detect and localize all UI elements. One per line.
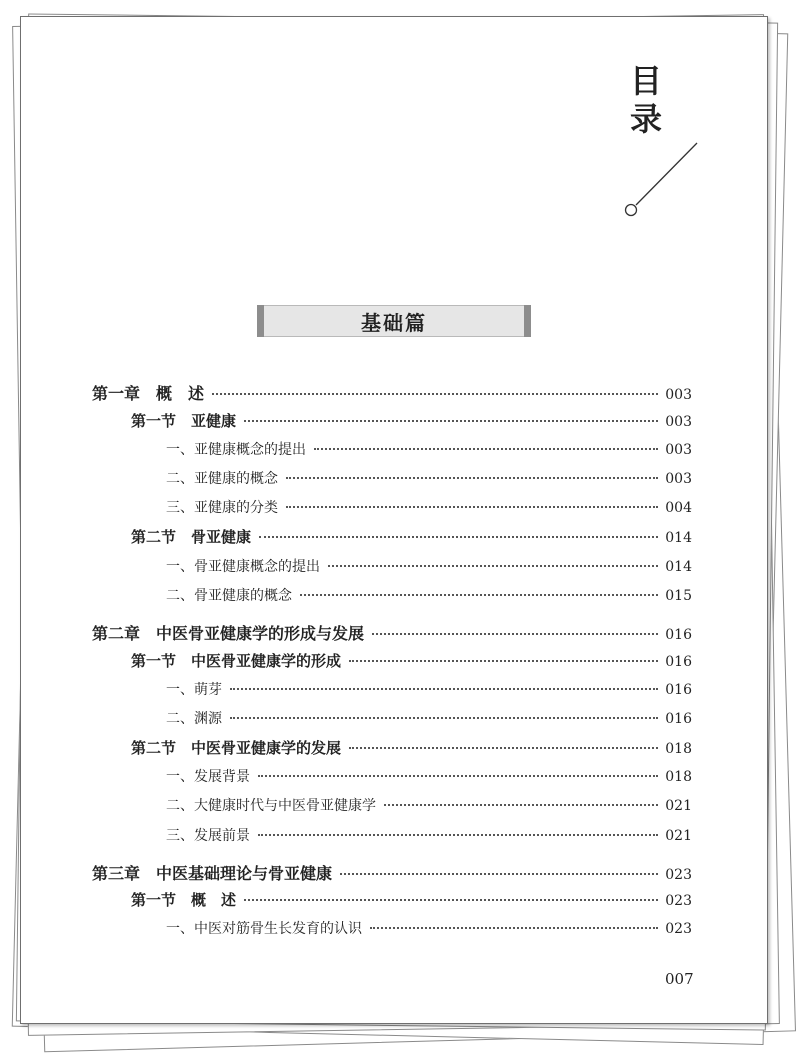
- page-number: 007: [665, 970, 694, 988]
- toc-entry-page: 023: [665, 893, 692, 909]
- dot-leader: [384, 804, 658, 806]
- toc-entry-label: 第一章 概 述: [92, 384, 205, 403]
- section-banner-title: 基础篇: [361, 310, 427, 335]
- dot-leader: [372, 633, 658, 635]
- toc-entry-section: [131, 410, 692, 434]
- dot-leader: [259, 536, 658, 538]
- toc-entry-label: 第一节 概 述: [131, 891, 237, 909]
- toc-entry-label: 一、骨亚健康概念的提出: [166, 559, 320, 575]
- dot-leader: [258, 834, 658, 836]
- toc-entry-chapter: [92, 381, 692, 405]
- toc-entry-page: 016: [665, 654, 692, 670]
- toc-entry-page: 018: [665, 769, 692, 785]
- toc-entry-section: [131, 889, 692, 913]
- toc-entry-page: 003: [665, 387, 692, 403]
- toc-entry-page: 014: [665, 559, 692, 575]
- toc-entry-label: 一、萌芽: [166, 682, 222, 698]
- dot-leader: [300, 594, 658, 596]
- dot-leader: [328, 565, 658, 567]
- toc-entry-section: [131, 650, 692, 674]
- toc-heading-char: 目: [625, 64, 663, 102]
- toc-entry-page: 004: [665, 500, 692, 516]
- toc-entry-label: 一、发展背景: [166, 769, 250, 785]
- toc-entry-section: [131, 737, 692, 761]
- toc-entry-item: [166, 439, 692, 463]
- toc-entry-item: [166, 585, 692, 609]
- dot-leader: [244, 420, 658, 422]
- toc-entry-page: 016: [665, 627, 692, 643]
- dot-leader: [349, 660, 658, 662]
- toc-entry-label: 二、亚健康的概念: [166, 471, 278, 487]
- toc-entry-page: 023: [665, 921, 692, 937]
- toc-entry-page: 003: [665, 414, 692, 430]
- toc-entry-item: [166, 468, 692, 492]
- dot-leader: [230, 717, 658, 719]
- dot-leader: [349, 747, 658, 749]
- toc-entry-item: [166, 825, 692, 849]
- toc-entry-page: 003: [665, 471, 692, 487]
- dot-leader: [244, 899, 658, 901]
- toc-entry-page: 021: [665, 798, 692, 814]
- dot-leader: [212, 393, 658, 395]
- toc-entry-label: 第二章 中医骨亚健康学的形成与发展: [92, 624, 365, 643]
- toc-entry-item: [166, 766, 692, 790]
- toc-entry-chapter: [92, 621, 692, 645]
- toc-entry-item: [166, 708, 692, 732]
- toc-entry-label: 第一节 中医骨亚健康学的形成: [131, 652, 342, 670]
- toc-entry-page: 021: [665, 828, 692, 844]
- toc-entry-page: 003: [665, 442, 692, 458]
- toc-entry-item: [166, 795, 692, 819]
- toc-entry-label: 第一节 亚健康: [131, 412, 237, 430]
- toc-heading-char: 录: [625, 102, 663, 140]
- toc-entry-page: 023: [665, 867, 692, 883]
- dot-leader: [370, 927, 658, 929]
- dot-leader: [286, 477, 658, 479]
- toc-entry-label: 第二节 中医骨亚健康学的发展: [131, 739, 342, 757]
- toc-entry-item: [166, 497, 692, 521]
- toc-entry-label: 一、中医对筋骨生长发育的认识: [166, 921, 362, 937]
- dot-leader: [340, 873, 658, 875]
- toc-entry-page: 016: [665, 682, 692, 698]
- toc-entry-label: 第三章 中医基础理论与骨亚健康: [92, 864, 333, 883]
- toc-entry-item: [166, 918, 692, 942]
- dot-leader: [314, 448, 658, 450]
- dot-leader: [230, 688, 658, 690]
- toc-entry-section: [131, 526, 692, 550]
- dot-leader: [258, 775, 658, 777]
- toc-entry-label: 二、大健康时代与中医骨亚健康学: [166, 798, 376, 814]
- toc-entry-page: 015: [665, 588, 692, 604]
- toc-entry-label: 二、渊源: [166, 711, 222, 727]
- toc-entry-item: [166, 679, 692, 703]
- toc-entry-label: 三、发展前景: [166, 828, 250, 844]
- toc-entry-label: 二、骨亚健康的概念: [166, 588, 292, 604]
- toc-entry-page: 016: [665, 711, 692, 727]
- dot-leader: [286, 506, 658, 508]
- toc-entry-item: [166, 556, 692, 580]
- toc-entry-label: 三、亚健康的分类: [166, 500, 278, 516]
- toc-entry-label: 一、亚健康概念的提出: [166, 442, 306, 458]
- toc-entry-label: 第二节 骨亚健康: [131, 528, 252, 546]
- toc-entry-page: 014: [665, 530, 692, 546]
- toc-entry-page: 018: [665, 741, 692, 757]
- toc-entry-chapter: [92, 861, 692, 885]
